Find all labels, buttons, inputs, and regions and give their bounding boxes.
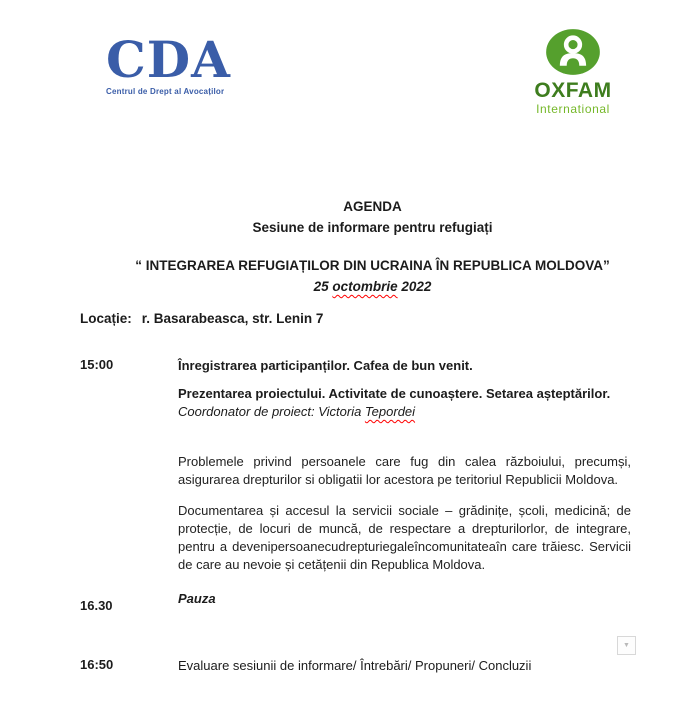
oxfam-wordmark: OXFAM	[534, 79, 612, 102]
agenda-title: AGENDA	[343, 199, 402, 214]
heading-block	[80, 196, 631, 297]
scroll-down-button[interactable]	[617, 636, 636, 655]
location-value: r. Basarabeasca, str. Lenin 7	[141, 311, 324, 326]
break-label: Pauza	[178, 591, 216, 606]
agenda-table	[80, 357, 631, 675]
date-misspelled-word: octombrie	[332, 279, 398, 294]
coordinator-prefix: Coordonator de proiect: Victoria	[178, 404, 365, 419]
spacer	[178, 375, 631, 385]
evaluation-label: Evaluare sesiunii de informare/ Întrebări/ Propuneri/ Concluzii	[178, 658, 532, 673]
documentation-paragraph: Documentarea și accesul la servicii sociale – grădinițe, școli, medicină; de protecție, de locuri de muncă, de respectare a drepturilorlor, de integrare, pentru a devenipersoanecudrepturiegaleîncomunitateaîn care trăiesc. Servicii de care au nevoie și cetățenii din Republica Moldova.	[178, 503, 631, 572]
coordinator-misspelled-word: Tepordei	[364, 404, 416, 419]
time-16-30: 16.30	[80, 598, 113, 613]
agenda-row-registration	[80, 357, 631, 421]
agenda-row-problems	[80, 453, 631, 489]
problems-paragraph: Problemele privind persoanele care fug din calea războiului, precumși, asigurarea drepturilor si obligatii lor acestora pe teritoriul Republicii Moldova.	[178, 454, 631, 487]
presentation-line: Prezentarea proiectului. Activitate de cunoaștere. Setarea așteptărilor.	[178, 386, 611, 401]
time-15-00: 15:00	[80, 357, 114, 372]
agenda-row-evaluation	[80, 657, 631, 675]
agenda-row-break	[80, 590, 631, 613]
oxfam-symbol-icon	[544, 28, 602, 76]
coordinator-line	[178, 403, 631, 421]
time-16-50: 16:50	[80, 657, 114, 672]
registration-content	[178, 357, 631, 421]
session-title: “ INTEGRAREA REFUGIAȚILOR DIN UCRAINA ÎN REPUBLICA MOLDOVA”	[135, 258, 610, 273]
cda-tagline: Centrul de Drept al Avocaților	[106, 87, 225, 96]
oxfam-logo	[531, 28, 615, 116]
agenda-subtitle: Sesiune de informare pentru refugiați	[252, 220, 493, 235]
location-label: Locație:	[80, 311, 132, 326]
cda-logo	[106, 30, 231, 96]
chevron-down-icon: ▼	[623, 642, 630, 649]
location-line	[80, 311, 323, 326]
date-suffix: 2022	[397, 279, 432, 294]
oxfam-subtitle: International	[536, 102, 610, 116]
session-date	[114, 276, 631, 297]
cda-acronym: CDA	[106, 30, 231, 89]
agenda-row-documentation	[80, 502, 631, 574]
date-prefix: 25	[313, 279, 333, 294]
registration-line: Înregistrarea participanților. Cafea de bun venit.	[178, 358, 473, 373]
